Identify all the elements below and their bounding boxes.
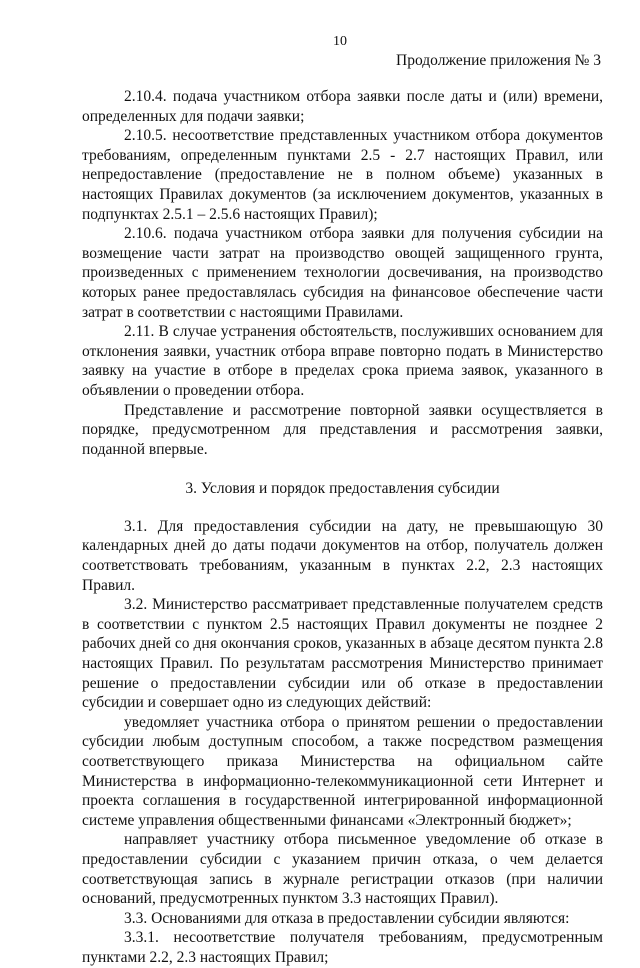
paragraph-2-11: 2.11. В случае устранения обстоятельств, послуживших основанием для отклонения заявки, участник отбора вправе повторно подать в Министерство заявку на участие в отборе в пределах срока приема заявок, указанного в объявлении о проведении отбора. — [82, 323, 603, 399]
page-number: 10 — [333, 34, 347, 49]
section-title: 3. Условия и порядок предоставления субсидии — [185, 480, 500, 498]
paragraph-resubmission: Представление и рассмотрение повторной заявки осуществляется в порядке, предусмотренном для представления и рассмотрения заявки, поданной впервые. — [82, 401, 603, 458]
paragraph-3-3-1: 3.3.1. несоответствие получателя требованиям, предусмотренным пунктами 2.2, 2.3 настоящих Правил; — [82, 929, 603, 966]
paragraph-2-10-5: 2.10.5. несоответствие представленных участником отбора документов требованиям, определенным пунктами 2.5 - 2.7 настоящих Правил, или непредоставление (предоставление не в полном объеме) указанных в настоящих Правилах документов (за исключением документов, указанных в подпунктах 2.5.1 – 2.5.6 настоящих Правил); — [82, 127, 603, 223]
paragraph-3-3: 3.3. Основаниями для отказа в предоставлении субсидии являются: — [124, 909, 570, 927]
paragraph-notification: уведомляет участника отбора о принятом решении о предоставлении субсидии любым доступным способом, а также посредством размещения соответствующего приказа Министерства на официальном сайте Министерства в информационно-телекоммуникационной сети Интернет и проекта соглашения в государственной интегрированной информационной системе управления общественными финансами «Электронный бюджет»; — [82, 713, 603, 829]
appendix-continuation-note: Продолжение приложения № 3 — [396, 52, 601, 69]
paragraph-2-10-6: 2.10.6. подача участником отбора заявки для получения субсидии на возмещение части затрат на производство овощей защищенного грунта, произведенных с применением технологии досвечивания, на производство которых ранее предоставлялась субсидия на финансовое обеспечение части затрат в соответствии с настоящими Правилами. — [82, 225, 603, 321]
paragraph-refusal-notice: направляет участнику отбора письменное уведомление об отказе в предоставлении субсидии с указанием причин отказа, о чем делается соответствующая запись в журнале регистрации отказов (при наличии оснований, предусмотренных пунктом 3.3 настоящих Правил). — [82, 831, 603, 908]
paragraph-2-10-4: 2.10.4. подача участником отбора заявки после даты и (или) времени, определенных для подачи заявки; — [82, 88, 603, 125]
paragraph-3-2: 3.2. Министерство рассматривает представленные получателем средств в соответствии с пунктом 2.5 настоящих Правил документы не позднее 2 рабочих дней со дня окончания сроков, указанных в абзаце десятом пункта 2.8 настоящих Правил. По результатам рассмотрения Министерство принимает решение о предоставлении субсидии или об отказе в предоставлении субсидии и совершает одно из следующих действий: — [82, 596, 603, 712]
paragraph-3-1: 3.1. Для предоставления субсидии на дату, не превышающую 30 календарных дней до даты подачи документов на отбор, получатель должен соответствовать требованиям, указанным в пунктах 2.2, 2.3 настоящих Правил. — [82, 517, 603, 594]
document-body — [82, 87, 603, 968]
